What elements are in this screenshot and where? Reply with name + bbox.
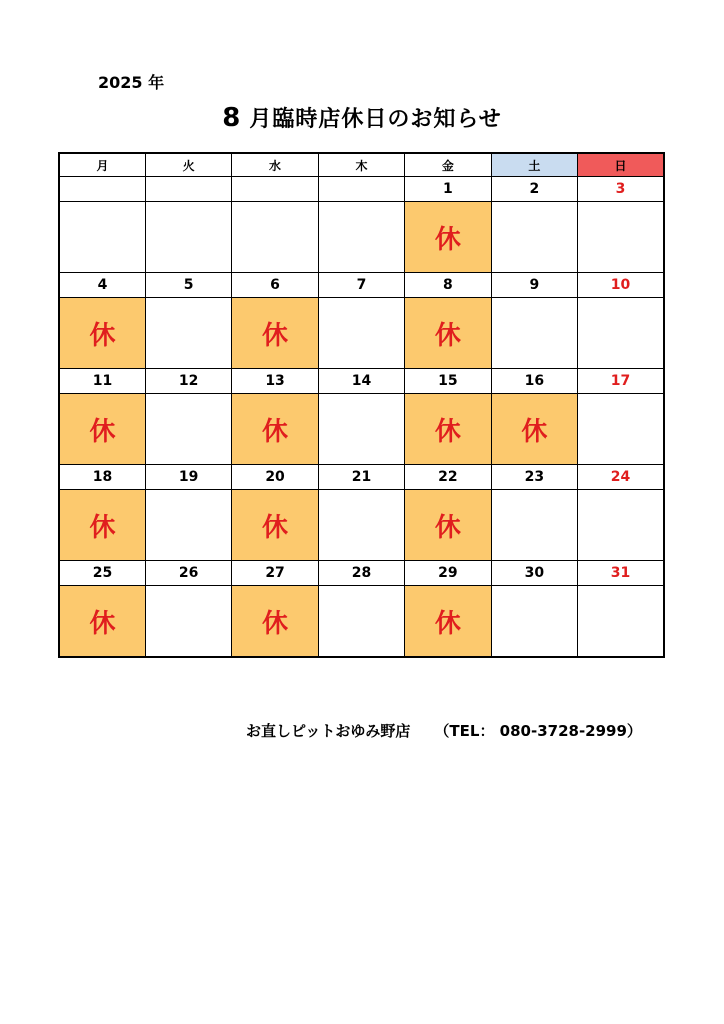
day-cell bbox=[59, 298, 145, 369]
date-number-cell bbox=[59, 177, 145, 202]
closed-mark: 休 bbox=[434, 224, 461, 255]
date-number-cell bbox=[145, 177, 231, 202]
closed-mark: 休 bbox=[89, 608, 116, 639]
closed-mark: 休 bbox=[262, 320, 289, 351]
date-number-cell: 30 bbox=[491, 561, 577, 586]
day-cell bbox=[405, 490, 491, 561]
closed-mark: 休 bbox=[434, 512, 461, 543]
weekday-mon: 月 bbox=[59, 153, 145, 177]
date-number-cell: 14 bbox=[318, 369, 404, 394]
weekday-sat: 土 bbox=[491, 153, 577, 177]
date-number-cell: 2 bbox=[491, 177, 577, 202]
date-number-cell: 28 bbox=[318, 561, 404, 586]
date-number-row bbox=[59, 177, 664, 202]
weekday-tue: 火 bbox=[145, 153, 231, 177]
closed-mark: 休 bbox=[262, 416, 289, 447]
day-cell bbox=[491, 298, 577, 369]
day-cell bbox=[59, 394, 145, 465]
date-number-cell: 15 bbox=[405, 369, 491, 394]
closed-mark: 休 bbox=[434, 608, 461, 639]
day-cell bbox=[59, 586, 145, 658]
date-number-row bbox=[59, 465, 664, 490]
day-cell bbox=[578, 490, 664, 561]
day-status-row bbox=[59, 202, 664, 273]
date-number-cell: 9 bbox=[491, 273, 577, 298]
day-cell bbox=[491, 202, 577, 273]
closed-mark: 休 bbox=[521, 416, 548, 447]
day-cell bbox=[232, 298, 318, 369]
day-cell bbox=[578, 394, 664, 465]
date-number-cell: 20 bbox=[232, 465, 318, 490]
closed-mark: 休 bbox=[434, 320, 461, 351]
day-status-row bbox=[59, 298, 664, 369]
day-status-row bbox=[59, 490, 664, 561]
date-number-cell: 25 bbox=[59, 561, 145, 586]
day-cell bbox=[405, 202, 491, 273]
day-cell bbox=[578, 586, 664, 658]
day-cell bbox=[59, 490, 145, 561]
date-number-cell: 8 bbox=[405, 273, 491, 298]
day-cell bbox=[491, 490, 577, 561]
date-number-row bbox=[59, 369, 664, 394]
date-number-cell: 27 bbox=[232, 561, 318, 586]
date-number-cell: 19 bbox=[145, 465, 231, 490]
date-number-cell: 7 bbox=[318, 273, 404, 298]
day-cell bbox=[318, 298, 404, 369]
date-number-cell: 1 bbox=[405, 177, 491, 202]
date-number-cell bbox=[232, 177, 318, 202]
day-status-row bbox=[59, 586, 664, 658]
year-label: 2025 年 bbox=[98, 73, 165, 92]
date-number-cell: 24 bbox=[578, 465, 664, 490]
day-cell bbox=[232, 586, 318, 658]
date-number-cell: 18 bbox=[59, 465, 145, 490]
date-number-cell: 10 bbox=[578, 273, 664, 298]
day-cell bbox=[145, 298, 231, 369]
closed-mark: 休 bbox=[89, 512, 116, 543]
weekday-wed: 水 bbox=[232, 153, 318, 177]
closed-mark: 休 bbox=[89, 320, 116, 351]
day-status-row bbox=[59, 394, 664, 465]
day-cell bbox=[232, 490, 318, 561]
date-number-cell: 22 bbox=[405, 465, 491, 490]
closed-mark: 休 bbox=[262, 608, 289, 639]
closed-mark: 休 bbox=[262, 512, 289, 543]
date-number-cell: 29 bbox=[405, 561, 491, 586]
day-cell bbox=[318, 394, 404, 465]
date-number-cell: 23 bbox=[491, 465, 577, 490]
date-number-cell: 16 bbox=[491, 369, 577, 394]
weekday-header-row bbox=[59, 153, 664, 177]
calendar-table bbox=[58, 152, 665, 658]
weekday-fri: 金 bbox=[405, 153, 491, 177]
weekday-thu: 木 bbox=[318, 153, 404, 177]
weekday-sun: 日 bbox=[578, 153, 664, 177]
closed-mark: 休 bbox=[89, 416, 116, 447]
day-cell bbox=[405, 586, 491, 658]
day-cell bbox=[318, 202, 404, 273]
day-cell bbox=[232, 202, 318, 273]
day-cell bbox=[405, 394, 491, 465]
day-cell bbox=[145, 586, 231, 658]
title-text: 月臨時店休日のお知らせ bbox=[249, 107, 502, 132]
closed-mark: 休 bbox=[434, 416, 461, 447]
day-cell bbox=[578, 298, 664, 369]
date-number-cell: 11 bbox=[59, 369, 145, 394]
day-cell bbox=[59, 202, 145, 273]
shop-tel: （TEL： 080-3728-2999） bbox=[434, 722, 642, 740]
footer bbox=[246, 720, 642, 741]
shop-name: お直しピットおゆみ野店 bbox=[246, 722, 411, 740]
day-cell bbox=[145, 490, 231, 561]
date-number-cell: 21 bbox=[318, 465, 404, 490]
date-number-cell bbox=[318, 177, 404, 202]
day-cell bbox=[318, 586, 404, 658]
date-number-row bbox=[59, 561, 664, 586]
date-number-cell: 12 bbox=[145, 369, 231, 394]
date-number-cell: 13 bbox=[232, 369, 318, 394]
day-cell bbox=[491, 586, 577, 658]
date-number-cell: 31 bbox=[578, 561, 664, 586]
day-cell bbox=[405, 298, 491, 369]
date-number-cell: 3 bbox=[578, 177, 664, 202]
day-cell bbox=[145, 202, 231, 273]
date-number-row bbox=[59, 273, 664, 298]
day-cell bbox=[318, 490, 404, 561]
day-cell bbox=[232, 394, 318, 465]
date-number-cell: 4 bbox=[59, 273, 145, 298]
date-number-cell: 5 bbox=[145, 273, 231, 298]
day-cell bbox=[491, 394, 577, 465]
title-month: 8 bbox=[222, 103, 242, 133]
day-cell bbox=[145, 394, 231, 465]
date-number-cell: 17 bbox=[578, 369, 664, 394]
date-number-cell: 26 bbox=[145, 561, 231, 586]
day-cell bbox=[578, 202, 664, 273]
page-title bbox=[0, 102, 724, 133]
date-number-cell: 6 bbox=[232, 273, 318, 298]
